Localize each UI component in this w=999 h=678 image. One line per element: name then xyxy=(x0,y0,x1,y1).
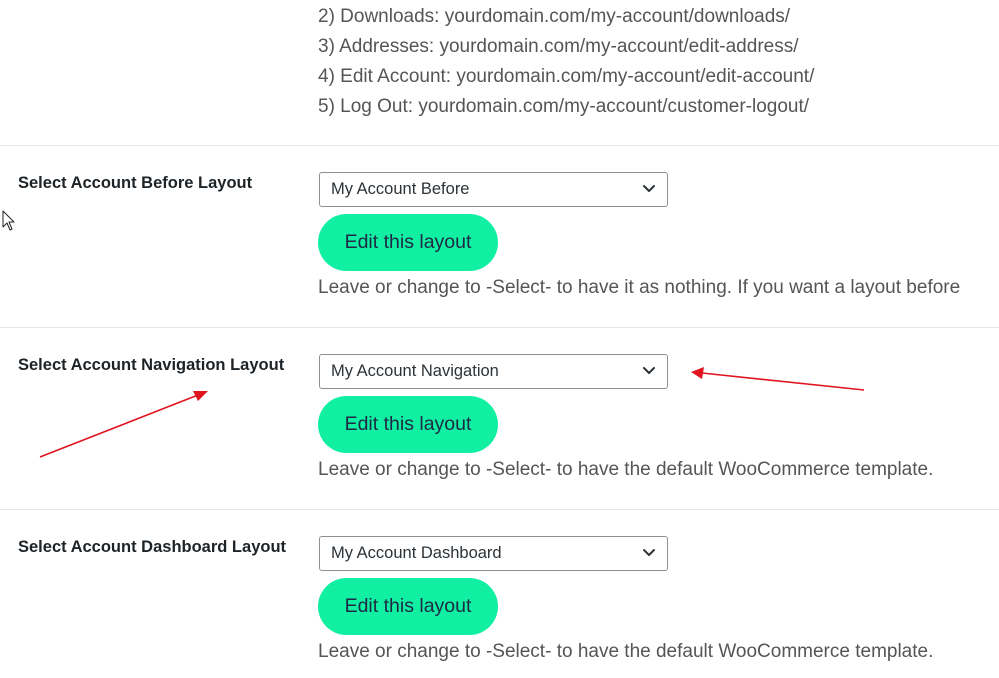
mouse-cursor-icon xyxy=(3,211,14,230)
annotation-arrow-to-label xyxy=(40,391,208,457)
endpoint-logout: 5) Log Out: yourdomain.com/my-account/customer-logout/ xyxy=(318,96,810,117)
endpoint-addresses: 3) Addresses: yourdomain.com/my-account/edit-address/ xyxy=(318,36,799,57)
edit-navigation-layout-button[interactable]: Edit this layout xyxy=(318,396,498,453)
dashboard-layout-help-text: Leave or change to -Select- to have the default WooCommerce template. xyxy=(318,641,934,662)
edit-before-layout-button[interactable]: Edit this layout xyxy=(318,214,498,271)
before-layout-help-text: Leave or change to -Select- to have it as nothing. If you want a layout before xyxy=(318,277,961,298)
before-layout-label: Select Account Before Layout xyxy=(18,174,253,192)
before-layout-select-value: My Account Before xyxy=(331,180,470,198)
navigation-layout-label: Select Account Navigation Layout xyxy=(18,356,285,374)
annotation-arrow-to-select xyxy=(691,367,864,390)
edit-dashboard-layout-button[interactable]: Edit this layout xyxy=(318,578,498,635)
dashboard-layout-select-value: My Account Dashboard xyxy=(331,544,502,562)
navigation-layout-select-value: My Account Navigation xyxy=(331,362,499,380)
dashboard-layout-label: Select Account Dashboard Layout xyxy=(18,538,287,556)
endpoint-edit-account: 4) Edit Account: yourdomain.com/my-account/edit-account/ xyxy=(318,66,815,87)
endpoint-downloads: 2) Downloads: yourdomain.com/my-account/downloads/ xyxy=(318,6,791,27)
navigation-layout-help-text: Leave or change to -Select- to have the default WooCommerce template. xyxy=(318,459,934,480)
